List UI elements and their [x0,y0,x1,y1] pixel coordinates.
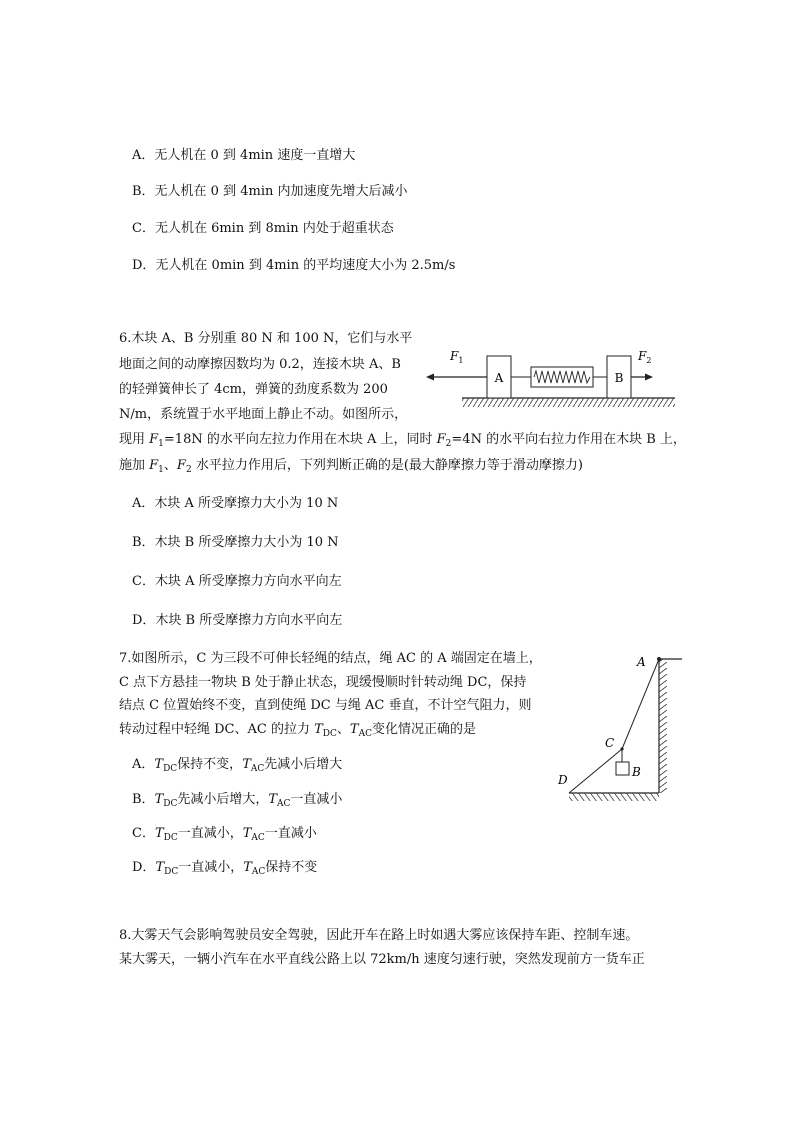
q7-line-3: 结点 C 位置始终不变，直到使绳 DC 与绳 AC 垂直，不计空气阻力，则 [119,698,532,713]
q5-option-a: A．无人机在 0 到 4min 速度一直增大 [132,148,356,163]
q7-figure [555,650,690,805]
block-a-label: A [494,371,504,385]
rope-dc [569,749,622,793]
q7-option-d: D．$T_{DC}$一直减小，$T_{AC}$保持不变 [132,860,318,877]
block-b-q7 [616,762,629,775]
label-b: B [632,765,641,779]
q6-line-4: N/m，系统置于水平地面上静止不动。如图所示， [119,407,408,422]
q6-line-2: 地面之间的动摩擦因数均为 0.2，连接木块 A、B [119,357,401,372]
f1-label: $F_1$ [450,349,464,365]
q6-line-3: 的轻弹簧伸长了 4cm，弹簧的劲度系数为 200 [119,382,388,397]
q7-option-b: B．$T_{DC}$先减小后增大，$T_{AC}$一直减小 [132,792,343,809]
label-c: C [605,736,615,750]
q6-line-1: 6.木块 A、B 分别重 80 N 和 100 N，它们与水平 [119,331,413,346]
q7-line-4: 转动过程中轻绳 DC、AC 的拉力 $T_{DC}$、$T_{AC}$变化情况正确的是 [119,722,476,739]
f2-label: $F_2$ [638,349,652,365]
q6-figure [420,340,680,412]
q6-line-5: 现用 $F_1=18N$ 的水平向左拉力作用在木块 A 上，同时 $F_2=4N$ 的水平向右拉力作用在木块 B 上， [119,432,686,449]
q6-line-6: 施加 $F_1$、$F_2$ 水平拉力作用后，下列判断正确的是(最大静摩擦力等于滑动摩擦力) [119,458,583,475]
ground-hatch [462,398,675,407]
point-c [620,747,623,750]
q5-option-b: B．无人机在 0 到 4min 内加速度先增大后减小 [132,184,408,199]
label-d: D [558,773,568,787]
q6-option-a: A．木块 A 所受摩擦力大小为 10 N [132,496,339,511]
q8-line-2: 某大雾天，一辆小汽车在水平直线公路上以 72km/h 速度匀速行驶，突然发现前方一货车正 [119,952,645,967]
q5-option-d: D．无人机在 0min 到 4min 的平均速度大小为 2.5m/s [132,258,456,273]
q7-line-1: 7.如图所示，C 为三段不可伸长轻绳的结点，绳 AC 的 A 端固定在墙上， [119,651,542,666]
q8-line-1: 8.大雾天气会影响驾驶员安全驾驶，因此开车在路上时如遇大雾应该保持车距、控制车速。 [119,928,639,943]
q6-option-d: D．木块 B 所受摩擦力方向水平向左 [132,613,343,628]
point-a [657,657,661,661]
q7-option-a: A．$T_{DC}$保持不变，$T_{AC}$先减小后增大 [132,757,343,774]
block-b-label: B [614,371,624,385]
q5-option-c: C．无人机在 6min 到 8min 内处于超重状态 [132,221,394,236]
q6-option-c: C．木块 A 所受摩擦力方向水平向左 [132,574,342,589]
rope-ac [622,659,659,749]
q6-option-b: B．木块 B 所受摩擦力大小为 10 N [132,535,339,550]
q7-option-c: C．$T_{DC}$一直减小，$T_{AC}$一直减小 [132,826,317,843]
label-a: A [637,655,646,669]
q7-line-2: C 点下方悬挂一物块 B 处于静止状态，现缓慢顺时针转动绳 DC，保持 [119,675,527,690]
